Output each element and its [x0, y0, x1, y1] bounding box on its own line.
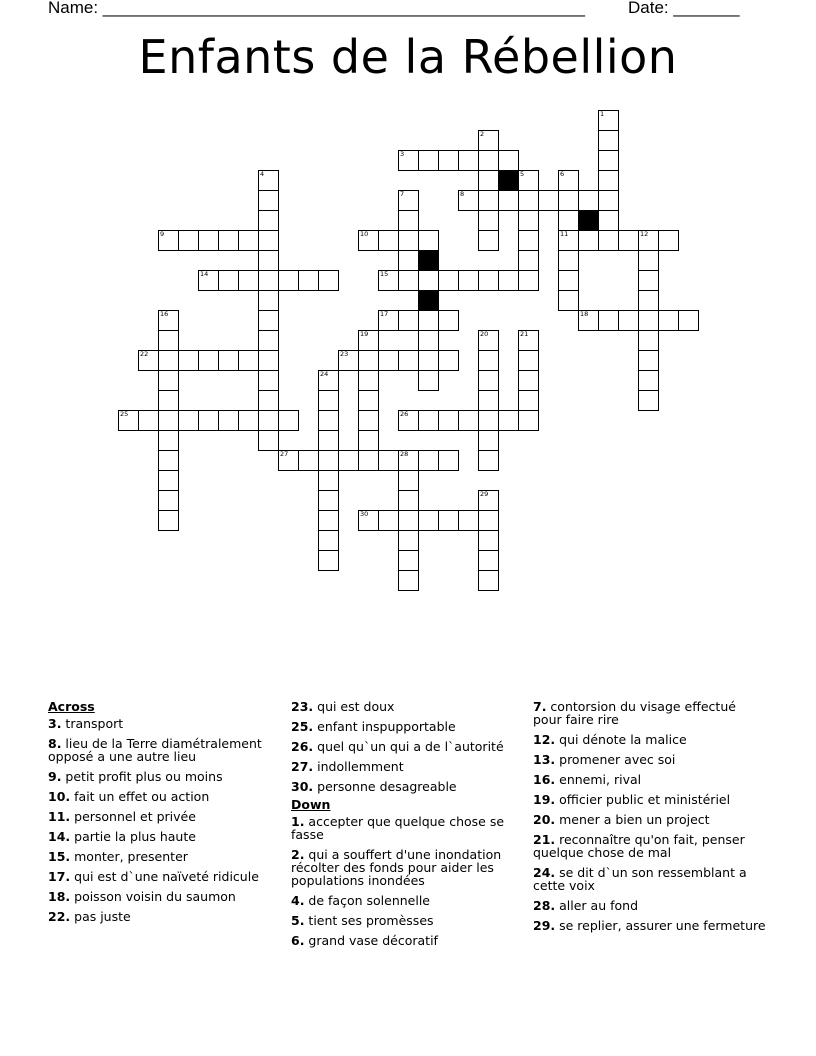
answer-cell[interactable]: [158, 410, 179, 431]
answer-cell[interactable]: [458, 150, 479, 171]
clue-text: accepter que quelque chose se fasse: [291, 814, 505, 842]
answer-cell[interactable]: [598, 210, 619, 231]
answer-cell[interactable]: [158, 370, 179, 391]
answer-cell[interactable]: [378, 450, 399, 471]
clue-text: ennemi, rival: [555, 772, 642, 787]
answer-cell[interactable]: [258, 290, 279, 311]
black-square: [578, 210, 599, 231]
answer-cell[interactable]: [238, 350, 259, 371]
answer-cell[interactable]: [318, 550, 339, 571]
answer-cell[interactable]: [518, 210, 539, 231]
answer-cell[interactable]: [258, 270, 279, 291]
answer-cell[interactable]: [618, 310, 639, 331]
answer-cell[interactable]: [438, 350, 459, 371]
answer-cell[interactable]: [638, 250, 659, 271]
answer-cell[interactable]: [198, 410, 219, 431]
answer-cell[interactable]: [258, 330, 279, 351]
down-heading: Down: [291, 797, 331, 812]
answer-cell[interactable]: [518, 390, 539, 411]
clue-text: officier public et ministériel: [555, 792, 731, 807]
answer-cell[interactable]: [518, 370, 539, 391]
across-clue-list-continued: [291, 700, 519, 793]
clue-text: partie la plus haute: [70, 829, 196, 844]
black-square: [498, 170, 519, 191]
clue-down-19: [533, 793, 768, 806]
answer-cell[interactable]: [398, 210, 419, 231]
answer-cell[interactable]: [258, 310, 279, 331]
answer-cell[interactable]: [298, 270, 319, 291]
answer-cell[interactable]: [478, 450, 499, 471]
clue-text: qui est d`une naïveté ridicule: [70, 869, 259, 884]
clue-text: lieu de la Terre diamétralement opposé a une autre lieu: [48, 736, 262, 764]
clue-down-1: [291, 815, 519, 841]
clue-text: personnel et privée: [70, 809, 196, 824]
answer-cell[interactable]: [418, 270, 439, 291]
answer-cell[interactable]: [318, 430, 339, 451]
answer-cell[interactable]: [358, 370, 379, 391]
clue-text: transport: [61, 716, 124, 731]
cell-number: 29: [480, 490, 489, 498]
answer-cell[interactable]: [478, 170, 499, 191]
cell-number: 19: [360, 330, 369, 338]
date-line[interactable]: Date: _______: [628, 0, 740, 17]
answer-cell[interactable]: [318, 530, 339, 551]
clue-number: 7.: [533, 699, 547, 714]
answer-cell[interactable]: [638, 330, 659, 351]
answer-cell[interactable]: [478, 190, 499, 211]
answer-cell[interactable]: [478, 210, 499, 231]
answer-cell[interactable]: [278, 410, 299, 431]
answer-cell[interactable]: [598, 230, 619, 251]
answer-cell[interactable]: [258, 230, 279, 251]
cell-number: 27: [280, 450, 289, 458]
answer-cell[interactable]: [378, 230, 399, 251]
answer-cell[interactable]: [418, 410, 439, 431]
clue-number: 15.: [48, 849, 71, 864]
clue-text: enfant inspupportable: [313, 719, 456, 734]
cell-number: 15: [380, 270, 389, 278]
clue-across-11: [48, 810, 278, 823]
name-line[interactable]: Name: ___________________________________________________: [48, 0, 585, 17]
answer-cell[interactable]: [418, 230, 439, 251]
clue-number: 13.: [533, 752, 556, 767]
cell-number: 2: [480, 130, 485, 138]
answer-cell[interactable]: [398, 350, 419, 371]
clue-down-21: [533, 833, 768, 859]
answer-cell[interactable]: [418, 310, 439, 331]
clue-number: 11.: [48, 809, 71, 824]
clue-number: 23.: [291, 699, 314, 714]
answer-cell[interactable]: [678, 310, 699, 331]
clue-across-17: [48, 870, 278, 883]
clue-number: 8.: [48, 736, 62, 751]
clue-across-8: [48, 737, 278, 763]
answer-cell[interactable]: [398, 530, 419, 551]
answer-cell[interactable]: [198, 230, 219, 251]
answer-cell[interactable]: [158, 450, 179, 471]
answer-cell[interactable]: [138, 410, 159, 431]
answer-cell[interactable]: [258, 430, 279, 451]
answer-cell[interactable]: [378, 350, 399, 371]
answer-cell[interactable]: [358, 430, 379, 451]
answer-cell[interactable]: [158, 510, 179, 531]
clue-text: reconnaître qu'on fait, penser quelque chose de mal: [533, 832, 745, 860]
clue-down-16: [533, 773, 768, 786]
answer-cell[interactable]: [418, 350, 439, 371]
answer-cell[interactable]: [658, 310, 679, 331]
answer-cell[interactable]: [598, 310, 619, 331]
clue-across-14: [48, 830, 278, 843]
answer-cell[interactable]: [478, 390, 499, 411]
clue-text: petit profit plus ou moins: [61, 769, 223, 784]
answer-cell[interactable]: [438, 450, 459, 471]
answer-cell[interactable]: [218, 410, 239, 431]
clue-text: qui a souffert d'une inondation récolter des fonds pour aider les populations inondées: [291, 847, 502, 888]
answer-cell[interactable]: [358, 450, 379, 471]
clue-number: 24.: [533, 865, 556, 880]
answer-cell[interactable]: [498, 150, 519, 171]
answer-cell[interactable]: [158, 470, 179, 491]
answer-cell[interactable]: [578, 230, 599, 251]
answer-cell[interactable]: [318, 390, 339, 411]
answer-cell[interactable]: [418, 150, 439, 171]
cell-number: 30: [360, 510, 369, 518]
answer-cell[interactable]: [378, 510, 399, 531]
answer-cell[interactable]: [278, 270, 299, 291]
clue-number: 25.: [291, 719, 314, 734]
clue-text: grand vase décoratif: [304, 933, 438, 948]
answer-cell[interactable]: [658, 230, 679, 251]
answer-cell[interactable]: [438, 510, 459, 531]
answer-cell[interactable]: [558, 190, 579, 211]
clue-column-2: [291, 700, 519, 954]
clue-down-2: [291, 848, 519, 887]
clue-number: 22.: [48, 909, 71, 924]
clue-text: se dit d`un son ressemblant a cette voix: [533, 865, 747, 893]
clue-number: 27.: [291, 759, 314, 774]
cell-number: 20: [480, 330, 489, 338]
answer-cell[interactable]: [258, 390, 279, 411]
clue-number: 16.: [533, 772, 556, 787]
answer-cell[interactable]: [518, 250, 539, 271]
answer-cell[interactable]: [158, 390, 179, 411]
answer-cell[interactable]: [518, 350, 539, 371]
answer-cell[interactable]: [398, 570, 419, 591]
answer-cell[interactable]: [238, 270, 259, 291]
answer-cell[interactable]: [598, 150, 619, 171]
clue-number: 14.: [48, 829, 71, 844]
clue-down-28: [533, 899, 768, 912]
answer-cell[interactable]: [318, 510, 339, 531]
clue-across-26: [291, 740, 519, 753]
answer-cell[interactable]: [258, 210, 279, 231]
answer-cell[interactable]: [478, 230, 499, 251]
answer-cell[interactable]: [578, 190, 599, 211]
answer-cell[interactable]: [558, 250, 579, 271]
answer-cell[interactable]: [158, 350, 179, 371]
answer-cell[interactable]: [158, 430, 179, 451]
clue-across-25: [291, 720, 519, 733]
clue-down-20: [533, 813, 768, 826]
answer-cell[interactable]: [478, 350, 499, 371]
answer-cell[interactable]: [258, 350, 279, 371]
cell-number: 18: [580, 310, 589, 318]
answer-cell[interactable]: [338, 450, 359, 471]
clue-text: indollemment: [313, 759, 404, 774]
clue-text: pas juste: [70, 909, 131, 924]
answer-cell[interactable]: [478, 410, 499, 431]
answer-cell[interactable]: [398, 270, 419, 291]
cell-number: 23: [340, 350, 349, 358]
answer-cell[interactable]: [498, 190, 519, 211]
answer-cell[interactable]: [618, 230, 639, 251]
answer-cell[interactable]: [358, 350, 379, 371]
answer-cell[interactable]: [478, 570, 499, 591]
answer-cell[interactable]: [178, 230, 199, 251]
answer-cell[interactable]: [158, 330, 179, 351]
clue-text: qui est doux: [313, 699, 395, 714]
answer-cell[interactable]: [498, 270, 519, 291]
down-clue-list: [291, 815, 519, 947]
cell-number: 11: [560, 230, 569, 238]
clue-column-3: [533, 700, 768, 939]
cell-number: 22: [140, 350, 149, 358]
answer-cell[interactable]: [258, 250, 279, 271]
answer-cell[interactable]: [638, 350, 659, 371]
answer-cell[interactable]: [218, 350, 239, 371]
cell-number: 14: [200, 270, 209, 278]
answer-cell[interactable]: [318, 450, 339, 471]
answer-cell[interactable]: [258, 370, 279, 391]
answer-cell[interactable]: [418, 370, 439, 391]
answer-cell[interactable]: [538, 190, 559, 211]
answer-cell[interactable]: [478, 530, 499, 551]
answer-cell[interactable]: [498, 410, 519, 431]
clue-number: 20.: [533, 812, 556, 827]
across-clue-list: [48, 717, 278, 923]
clue-across-27: [291, 760, 519, 773]
cell-number: 4: [260, 170, 265, 178]
clue-number: 10.: [48, 789, 71, 804]
answer-cell[interactable]: [318, 490, 339, 511]
clue-number: 4.: [291, 893, 305, 908]
answer-cell[interactable]: [478, 270, 499, 291]
answer-cell[interactable]: [438, 150, 459, 171]
cell-number: 12: [640, 230, 649, 238]
cell-number: 17: [380, 310, 389, 318]
clue-across-3: [48, 717, 278, 730]
cell-number: 28: [400, 450, 409, 458]
answer-cell[interactable]: [438, 310, 459, 331]
cell-number: 1: [600, 110, 605, 118]
clue-across-9: [48, 770, 278, 783]
answer-cell[interactable]: [258, 410, 279, 431]
clue-across-22: [48, 910, 278, 923]
clue-across-10: [48, 790, 278, 803]
answer-cell[interactable]: [518, 190, 539, 211]
clue-text: promener avec soi: [555, 752, 676, 767]
answer-cell[interactable]: [518, 230, 539, 251]
answer-cell[interactable]: [558, 270, 579, 291]
cell-number: 7: [400, 190, 405, 198]
answer-cell[interactable]: [558, 210, 579, 231]
clue-text: personne desagreable: [313, 779, 457, 794]
answer-cell[interactable]: [638, 370, 659, 391]
answer-cell[interactable]: [398, 550, 419, 571]
answer-cell[interactable]: [478, 550, 499, 571]
clue-number: 2.: [291, 847, 305, 862]
clue-number: 30.: [291, 779, 314, 794]
clue-column-1: [48, 700, 278, 930]
answer-cell[interactable]: [478, 510, 499, 531]
clue-down-13: [533, 753, 768, 766]
clue-down-5: [291, 914, 519, 927]
answer-cell[interactable]: [398, 310, 419, 331]
cell-number: 10: [360, 230, 369, 238]
answer-cell[interactable]: [218, 270, 239, 291]
down-clue-list-continued: [533, 700, 768, 932]
black-square: [418, 290, 439, 311]
answer-cell[interactable]: [458, 270, 479, 291]
clue-number: 5.: [291, 913, 305, 928]
cell-number: 24: [320, 370, 329, 378]
answer-cell[interactable]: [318, 470, 339, 491]
answer-cell[interactable]: [418, 510, 439, 531]
answer-cell[interactable]: [398, 470, 419, 491]
clue-text: aller au fond: [555, 898, 638, 913]
clue-text: contorsion du visage effectué pour faire rire: [533, 699, 736, 727]
clue-number: 12.: [533, 732, 556, 747]
clue-text: qui dénote la malice: [555, 732, 687, 747]
clue-text: fait un effet ou action: [70, 789, 210, 804]
clue-text: se replier, assurer une fermeture: [555, 918, 766, 933]
answer-cell[interactable]: [218, 230, 239, 251]
answer-cell[interactable]: [438, 270, 459, 291]
answer-cell[interactable]: [178, 410, 199, 431]
cell-number: 8: [460, 190, 465, 198]
clue-down-7: [533, 700, 768, 726]
answer-cell[interactable]: [398, 490, 419, 511]
clue-number: 9.: [48, 769, 62, 784]
answer-cell[interactable]: [418, 330, 439, 351]
answer-cell[interactable]: [418, 450, 439, 471]
across-heading: Across: [48, 699, 95, 714]
answer-cell[interactable]: [358, 410, 379, 431]
clue-number: 29.: [533, 918, 556, 933]
answer-cell[interactable]: [398, 230, 419, 251]
answer-cell[interactable]: [178, 350, 199, 371]
clue-across-23: [291, 700, 519, 713]
answer-cell[interactable]: [258, 190, 279, 211]
clue-text: monter, presenter: [70, 849, 188, 864]
clue-number: 3.: [48, 716, 62, 731]
cell-number: 6: [560, 170, 565, 178]
clue-number: 17.: [48, 869, 71, 884]
clue-across-30: [291, 780, 519, 793]
clue-down-29: [533, 919, 768, 932]
answer-cell[interactable]: [398, 250, 419, 271]
clue-text: quel qu`un qui a de l`autorité: [313, 739, 504, 754]
puzzle-title: Enfants de la Rébellion: [138, 30, 678, 84]
answer-cell[interactable]: [638, 310, 659, 331]
answer-cell[interactable]: [318, 410, 339, 431]
answer-cell[interactable]: [598, 130, 619, 151]
answer-cell[interactable]: [478, 150, 499, 171]
cell-number: 25: [120, 410, 129, 418]
cell-number: 5: [520, 170, 525, 178]
clue-number: 1.: [291, 814, 305, 829]
clue-number: 19.: [533, 792, 556, 807]
clue-text: de façon solennelle: [304, 893, 430, 908]
cell-number: 9: [160, 230, 165, 238]
answer-cell[interactable]: [638, 390, 659, 411]
answer-cell[interactable]: [238, 230, 259, 251]
cell-number: 16: [160, 310, 169, 318]
answer-cell[interactable]: [358, 390, 379, 411]
clue-text: mener a bien un project: [555, 812, 710, 827]
answer-cell[interactable]: [298, 450, 319, 471]
answer-cell[interactable]: [238, 410, 259, 431]
clue-text: poisson voisin du saumon: [70, 889, 236, 904]
answer-cell[interactable]: [198, 350, 219, 371]
clue-number: 21.: [533, 832, 556, 847]
cell-number: 21: [520, 330, 529, 338]
clue-number: 6.: [291, 933, 305, 948]
answer-cell[interactable]: [638, 270, 659, 291]
answer-cell[interactable]: [598, 170, 619, 191]
clue-number: 26.: [291, 739, 314, 754]
clue-down-12: [533, 733, 768, 746]
cell-number: 26: [400, 410, 409, 418]
cell-number: 3: [400, 150, 405, 158]
cell-number: 13: [420, 250, 429, 258]
clue-down-6: [291, 934, 519, 947]
answer-cell[interactable]: [598, 190, 619, 211]
answer-cell[interactable]: [158, 490, 179, 511]
answer-cell[interactable]: [458, 510, 479, 531]
answer-cell[interactable]: [398, 510, 419, 531]
clue-number: 28.: [533, 898, 556, 913]
answer-cell[interactable]: [558, 290, 579, 311]
clue-across-18: [48, 890, 278, 903]
answer-cell[interactable]: [478, 430, 499, 451]
answer-cell[interactable]: [518, 410, 539, 431]
answer-cell[interactable]: [518, 270, 539, 291]
answer-cell[interactable]: [638, 290, 659, 311]
clue-across-15: [48, 850, 278, 863]
answer-cell[interactable]: [318, 270, 339, 291]
answer-cell[interactable]: [438, 410, 459, 431]
answer-cell[interactable]: [458, 410, 479, 431]
clue-down-4: [291, 894, 519, 907]
clue-down-24: [533, 866, 768, 892]
clue-text: tient ses promèsses: [304, 913, 434, 928]
clue-number: 18.: [48, 889, 71, 904]
answer-cell[interactable]: [478, 370, 499, 391]
